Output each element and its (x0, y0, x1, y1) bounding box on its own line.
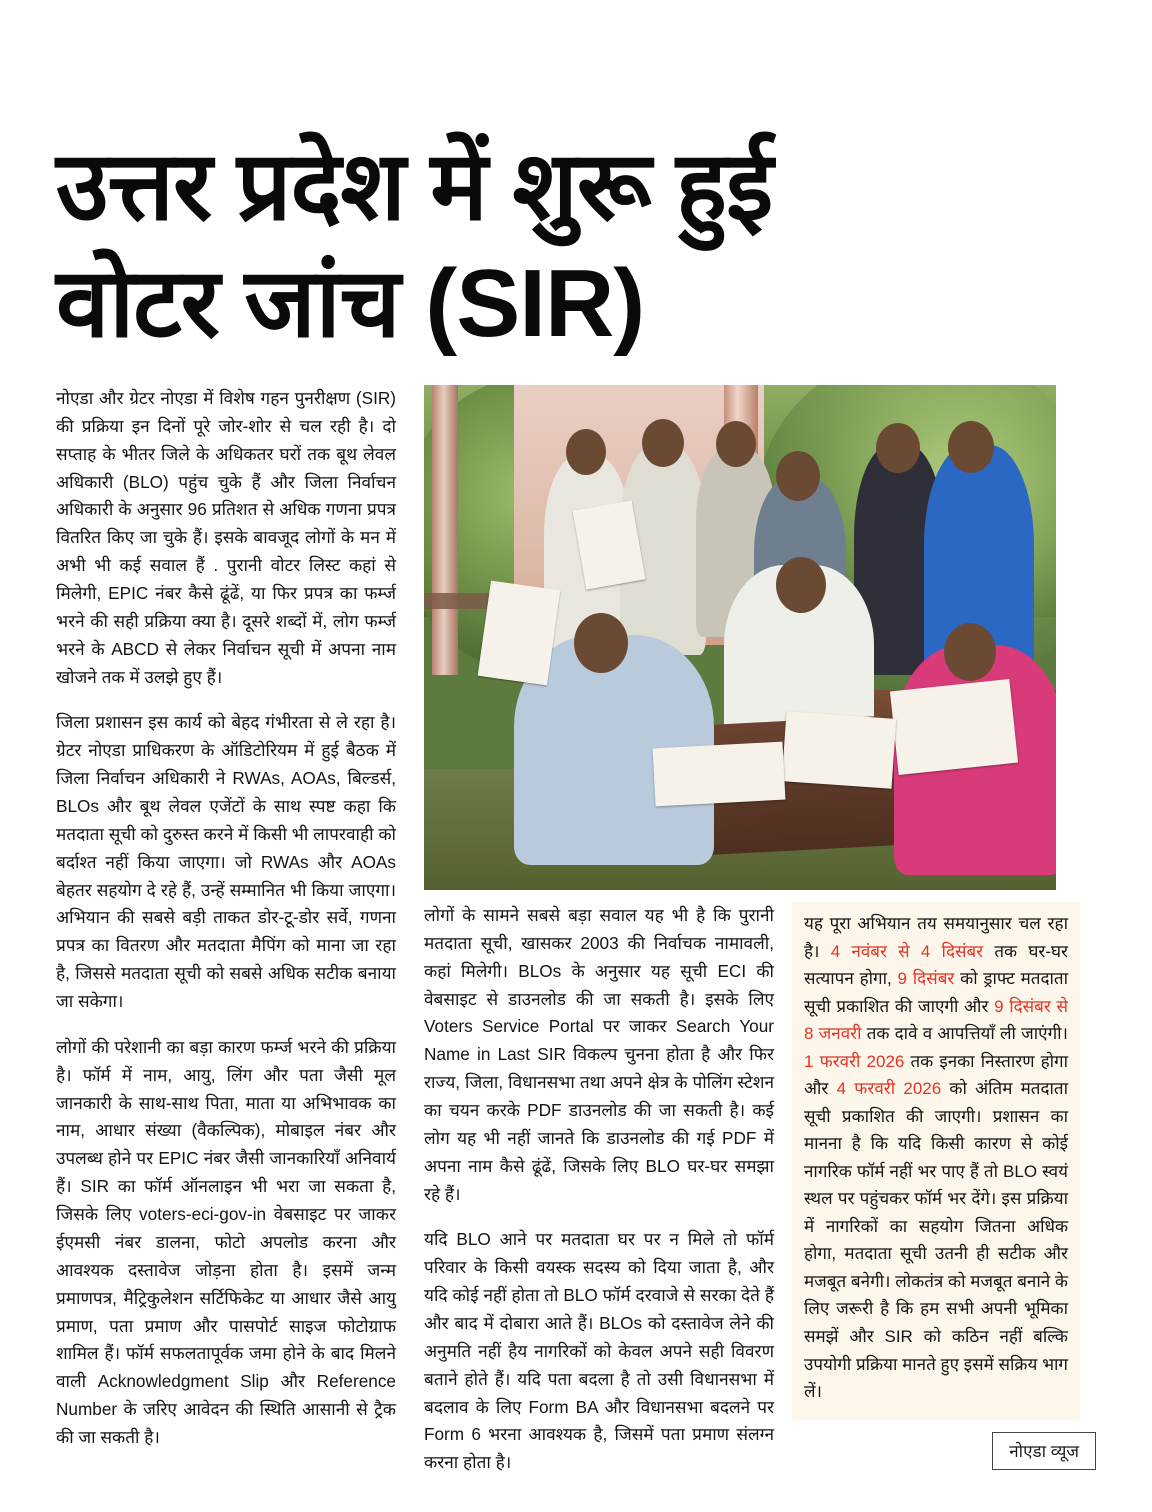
article-column-2 (424, 902, 774, 1495)
timeline-date: 9 दिसंबर (897, 969, 955, 989)
photo-person-head (574, 613, 628, 673)
article-column-3-highlight-box (792, 902, 1080, 1420)
photo-form-paper (653, 742, 786, 807)
headline-line-1: उत्तर प्रदेश में शुरू हुई (56, 133, 773, 241)
photo-person-head (776, 557, 826, 613)
timeline-text: तक दावे व आपत्तियाँ ली जाएंगी। (861, 1024, 1068, 1044)
timeline-date: 4 फरवरी 2026 (836, 1079, 942, 1099)
article-column-1 (56, 385, 396, 1470)
timeline-text: तक इनका निस्तारण होगा और (804, 1051, 1068, 1099)
timeline-paragraph (804, 910, 1068, 1406)
paragraph: यदि BLO आने पर मतदाता घर पर न मिले तो फॉर्म परिवार के किसी वयस्क सदस्य को दिया जाता है, और यदि कोई नहीं होता तो BLO फॉर्म दरवाजे से सरका देते हैं और बाद में दोबारा आते हैं। BLOs को दस्तावेज लेने की अनुमति नहीं हैय नागरिकों को केवल अपने सही विवरण बताने होते हैं। यदि पता बदला है तो उसी विधानसभा में बदलाव के लिए Form BA और विधानसभा बदलने पर Form 6 भरना आवश्यक है, जिसमें पता प्रमाण संलग्न करना होता है। (424, 1229, 774, 1473)
photo-person-head (642, 419, 684, 467)
photo-person-head (776, 451, 820, 501)
paragraph: लोगों की परेशानी का बड़ा कारण फर्म्ज भरने की प्रक्रिया है। फॉर्म में नाम, आयु, लिंग और पता जैसी मूल जानकारी के साथ-साथ पिता, माता या अभिभावक का नाम, आधार संख्या (वैकल्पिक), मोबाइल नंबर और उपलब्ध होने पर EPIC नंबर जैसी जानकारियाँ अनिवार्य हैं। SIR का फॉर्म ऑनलाइन भी भरा जा सकता है, जिसके लिए voters-eci-gov-in वेबसाइट पर जाकर ईएमसी नंबर डालना, फोटो अपलोड करना और आवश्यक दस्तावेज जोड़ना होता है। इसमें जन्म प्रमाणपत्र, मैट्रिकुलेशन सर्टिफिकेट या आधार जैसे आयु प्रमाण, पता प्रमाण और पासपोर्ट साइज फोटोग्राफ शामिल हैं। फॉर्म सफलतापूर्वक जमा होने के बाद मिलने वाली Acknowledgment Slip और Reference Number के जरिए आवेदन की स्थिति आसानी से ट्रैक की जा सकती है। (56, 1036, 396, 1447)
photo-form-paper (478, 581, 561, 686)
timeline-text: यह पूरा अभियान तय समयानुसार चल रहा है। (804, 914, 1068, 961)
timeline-date: 4 नवंबर से 4 दिसंबर (830, 941, 984, 961)
photo-form-paper (890, 679, 1018, 775)
article-photo (424, 385, 1056, 890)
timeline-date: 9 दिसंबर से 8 जनवरी (804, 996, 1068, 1044)
timeline-date: 1 फरवरी 2026 (804, 1051, 905, 1071)
publication-badge: नोएडा व्यूज (992, 1432, 1096, 1470)
timeline-text: को ड्राफ्ट मतदाता सूची प्रकाशित की जाएगी और (804, 969, 1068, 1016)
photo-person-head (566, 429, 606, 475)
paragraph: जिला प्रशासन इस कार्य को बेहद गंभीरता से ले रहा है। ग्रेटर नोएडा प्राधिकरण के ऑडिटोरियम में हुई बैठक में जिला निर्वाचन अधिकारी ने RWAs, AOAs, बिल्डर्स, BLOs और बूथ लेवल एजेंटों के साथ स्पष्ट कहा कि मतदाता सूची को दुरुस्त करने में किसी भी लापरवाही को बर्दाश्त नहीं किया जाएगा। जो RWAs और AOAs बेहतर सहयोग दे रहे हैं, उन्हें सम्मानित भी किया जाएगा। अभियान की सबसे बड़ी ताकत डोर-टू-डोर सर्वे, गणना प्रपत्र का वितरण और मतदाता मैपिंग को माना जा रहा है, जिससे मतदाता सूची को सबसे अधिक सटीक बनाया जा सकेगा। (56, 712, 396, 1012)
headline-line-2: वोटर जांच (SIR) (56, 250, 645, 358)
photo-person-head (716, 421, 756, 467)
paragraph: लोगों के सामने सबसे बड़ा सवाल यह भी है कि पुरानी मतदाता सूची, खासकर 2003 की निर्वाचक नामावली, कहां मिलेगी। BLOs के अनुसार यह सूची ECI की वेबसाइट से डाउनलोड की जा सकती है। इसके लिए Voters Service Portal पर जाकर Search Your Name in Last SIR विकल्प चुनना होता है और फिर राज्य, जिला, विधानसभा तथा अपने क्षेत्र के पोलिंग स्टेशन का चयन करके PDF डाउनलोड की जा सकती है। कई लोग यह भी नहीं जानते कि डाउनलोड की गई PDF में अपना नाम कैसे ढूंढें, जिसके लिए BLO घर-घर समझा रहे हैं। (424, 905, 774, 1204)
timeline-text: को अंतिम मतदाता सूची प्रकाशित की जाएगी। प्रशासन का मानना है कि यदि किसी कारण से कोई नागरिक फॉर्म नहीं भर पाए हैं तो BLO स्वयं स्थल पर पहुंचकर फॉर्म भर देंगे। इस प्रक्रिया में नागरिकों का सहयोग जितना अधिक होगा, मतदाता सूची उतनी ही सटीक और मजबूत बनेगी। लोकतंत्र को मजबूत बनाने के लिए जरूरी है कि हम सभी अपनी भूमिका समझें और SIR को कठिन नहीं बल्कि उपयोगी प्रक्रिया मानते हुए इसमें सक्रिय भाग लें। (804, 1079, 1068, 1402)
timeline-text: तक घर-घर सत्यापन होगा, (804, 941, 1068, 989)
page-title (56, 128, 1056, 362)
photo-pillar-left (432, 385, 458, 675)
photo-form-paper (782, 711, 897, 789)
photo-person-head (944, 623, 996, 681)
paragraph: नोएडा और ग्रेटर नोएडा में विशेष गहन पुनरीक्षण (SIR) की प्रक्रिया इन दिनों पूरे जोर-शोर से चल रही है। दो सप्ताह के भीतर जिले के अधिकतर घरों तक बूथ लेवल अधिकारी (BLO) पहुंच चुके हैं और जिला निर्वाचन अधिकारी के अनुसार 96 प्रतिशत से अधिक गणना प्रपत्र वितरित किए जा चुके हैं। इसके बावजूद लोगों के मन में अभी भी कई सवाल हैं . पुरानी वोटर लिस्ट कहां से मिलेगी, EPIC नंबर कैसे ढूंढें, या फिर प्रपत्र का फर्म्ज भरने की सही प्रक्रिया क्या है। दूसरे शब्दों में, लोग फर्म्ज भरने के ABCD से लेकर निर्वाचन सूची में अपना नाम खोजने तक में उलझे हुए हैं। (56, 388, 396, 687)
photo-person-head (948, 421, 994, 473)
photo-person-head (876, 423, 920, 473)
